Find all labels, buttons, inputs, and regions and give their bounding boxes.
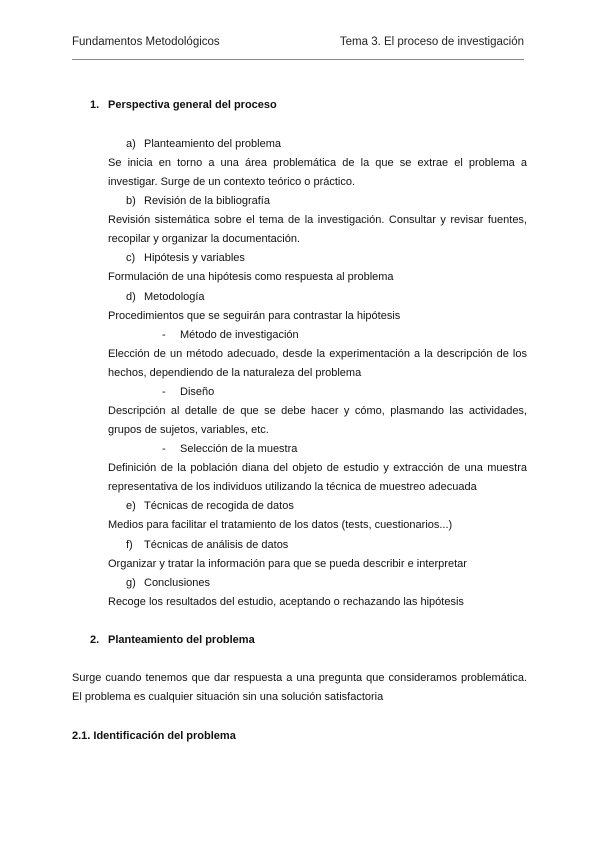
item-g-title: Conclusiones [144, 577, 211, 589]
subitem-sample-title: Selección de la muestra [180, 443, 298, 455]
subitem-sample-line-2: representativa de los individuos utilizando la técnica de muestreo adecuada [108, 481, 477, 493]
subitem-design-title: Diseño [180, 386, 215, 398]
item-a-line-2: investigar. Surge de un contexto teórico o práctico. [108, 176, 356, 188]
subitem-sample-marker: - [162, 443, 166, 455]
item-e-line-1: Medios para facilitar el tratamiento de los datos (tests, cuestionarios...) [108, 519, 453, 531]
subitem-design-line-2: grupos de sujetos, variables, etc. [108, 424, 269, 436]
header-divider [72, 59, 524, 60]
subitem-method-title: Método de investigación [180, 329, 299, 341]
subitem-method-marker: - [162, 329, 166, 341]
item-c-line-1: Formulación de una hipótesis como respuesta al problema [108, 271, 394, 283]
item-f-marker: f) [126, 539, 133, 551]
item-a-line-1: Se inicia en torno a una área problemática de la que se extrae el problema a [108, 157, 527, 169]
item-c-marker: c) [126, 252, 136, 264]
section2-line-1: Surge cuando tenemos que dar respuesta a una pregunta que consideramos problemática. [72, 672, 527, 684]
section2-number: 2. [90, 634, 100, 646]
section2-line-2: El problema es cualquier situación sin una solución satisfactoria [72, 691, 384, 703]
subitem-method-line-2: hechos, dependiendo de la naturaleza del problema [108, 367, 362, 379]
item-b-title: Revisión de la bibliografía [144, 195, 270, 207]
subitem-method-line-1: Elección de un método adecuado, desde la experimentación a la descripción de los [108, 348, 527, 360]
subitem-design-line-1: Descripción al detalle de que se debe hacer y cómo, plasmando las actividades, [108, 405, 527, 417]
item-b-line-2: recopilar y organizar la documentación. [108, 233, 300, 245]
section1-title: Perspectiva general del proceso [108, 99, 277, 111]
header-left: Fundamentos Metodológicos [72, 36, 220, 48]
section2-title: Planteamiento del problema [108, 634, 255, 646]
item-d-title: Metodología [144, 291, 205, 303]
item-g-marker: g) [126, 577, 136, 589]
section21-title: 2.1. Identificación del problema [72, 730, 236, 742]
item-f-title: Técnicas de análisis de datos [144, 539, 289, 551]
item-e-title: Técnicas de recogida de datos [144, 500, 294, 512]
item-b-marker: b) [126, 195, 136, 207]
section1-number: 1. [90, 99, 100, 111]
item-e-marker: e) [126, 500, 136, 512]
item-f-line-1: Organizar y tratar la información para que se pueda describir e interpretar [108, 558, 467, 570]
subitem-sample-line-1: Definición de la población diana del objeto de estudio y extracción de una muestra [108, 462, 527, 474]
item-a-title: Planteamiento del problema [144, 138, 281, 150]
subitem-design-marker: - [162, 386, 166, 398]
item-d-marker: d) [126, 291, 136, 303]
item-a-marker: a) [126, 138, 136, 150]
item-d-line-1: Procedimientos que se seguirán para contrastar la hipótesis [108, 310, 401, 322]
item-b-line-1: Revisión sistemática sobre el tema de la investigación. Consultar y revisar fuentes, [108, 214, 527, 226]
item-g-line-1: Recoge los resultados del estudio, aceptando o rechazando las hipótesis [108, 596, 464, 608]
item-c-title: Hipótesis y variables [144, 252, 245, 264]
header-right: Tema 3. El proceso de investigación [339, 36, 524, 48]
